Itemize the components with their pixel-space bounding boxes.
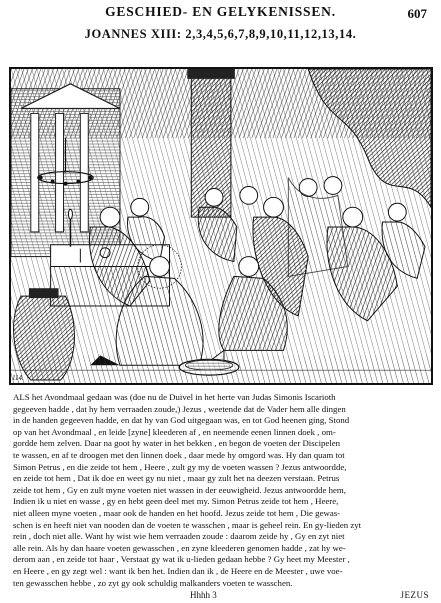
- text-line: en zeide tot hem , Dat ik doe en weet gy nu niet , maar gy zult het na deezen verstaan. Petrus: [13, 473, 340, 484]
- text-line: ALS het Avondmaal gedaan was (doe nu de Duivel in het herte van Judas Simonis Iscarioth: [13, 392, 336, 402]
- signature-mark: Hhhh 3: [190, 590, 217, 600]
- text-line: in de handen gegeeven hadde, en dat hy van God uitgegaan was, en tot God heenen ging, Stond: [13, 415, 350, 426]
- text-line: schen is en heeft niet van nooden dan de voeten te wasschen , maar is geheel rein. En gy-lieden zyt: [13, 519, 362, 530]
- plate-number: 114.: [12, 374, 24, 382]
- text-line: op van het Avondmaal , en leide [zyne] kleederen af , en neemende eenen linnen doek , om-: [13, 426, 336, 437]
- text-line: Simon Petrus , en die zeide tot hem , Heere , zult gy my de voeten wassen ? Jezus antwoordde,: [13, 461, 347, 472]
- chapter-reference: JOANNES XIII: 2,3,4,5,6,7,8,9,10,11,12,13,14.: [84, 27, 357, 41]
- foot-washing-scene: [11, 69, 431, 383]
- body-text: [13, 392, 431, 589]
- catchword: JEZUS: [400, 590, 429, 600]
- text-line: ten gewasschen hebbe , zo zyt gy ook schuldig malkanders voeten te wasschen.: [13, 577, 293, 588]
- text-line: niet alleen myne voeten , maar ook de handen en het hoofd. Jezus zeide tot hem , Die gewas-: [13, 507, 341, 518]
- text-line: Indien ik u niet en wasse , gy en hebt geen deel met my. Simon Petrus zeide tot hem , Heere,: [13, 496, 339, 507]
- text-line: en Heere , en gy zegt wel : want ik ben het. Indien dan ik , de Heere en de Meester , uwe voe-: [13, 565, 343, 576]
- page-number: 607: [407, 6, 427, 21]
- engraving-illustration: [9, 67, 433, 385]
- running-title: GESCHIED- EN GELYKENISSEN.: [105, 4, 336, 19]
- text-line: gegeeven hadde , dat hy hem verraaden zoude,) Jezus , weetende dat de Vader hem alle dingen: [13, 403, 346, 414]
- text-line: derom aan , en zeide tot haar , Verstaat gy wat ik u-lieden gedaan hebbe ? Gy heet my Meester ,: [13, 554, 350, 565]
- text-line: gordde hem zelven. Daar na goot hy water in het bekken , en begon de voeten der Discipelen: [13, 438, 341, 449]
- text-line: rein , doch niet alle. Want hy wist wie hem verraaden zoude : daarom zeide hy , Gy en zyt niet: [13, 531, 345, 542]
- text-line: alle rein. Als hy dan haare voeten gewasschen , en zyne kleederen genomen hadde , zat hy we-: [13, 542, 346, 553]
- text-line: zeide tot hem , Gy en zult myne voeten niet wassen in der eeuwigheid. Jezus antwoordde hem,: [13, 484, 346, 495]
- text-line: te wassen, en af te droogen met den linnen doek , daar mede hy omgord was. Hy dan quam tot: [13, 449, 345, 460]
